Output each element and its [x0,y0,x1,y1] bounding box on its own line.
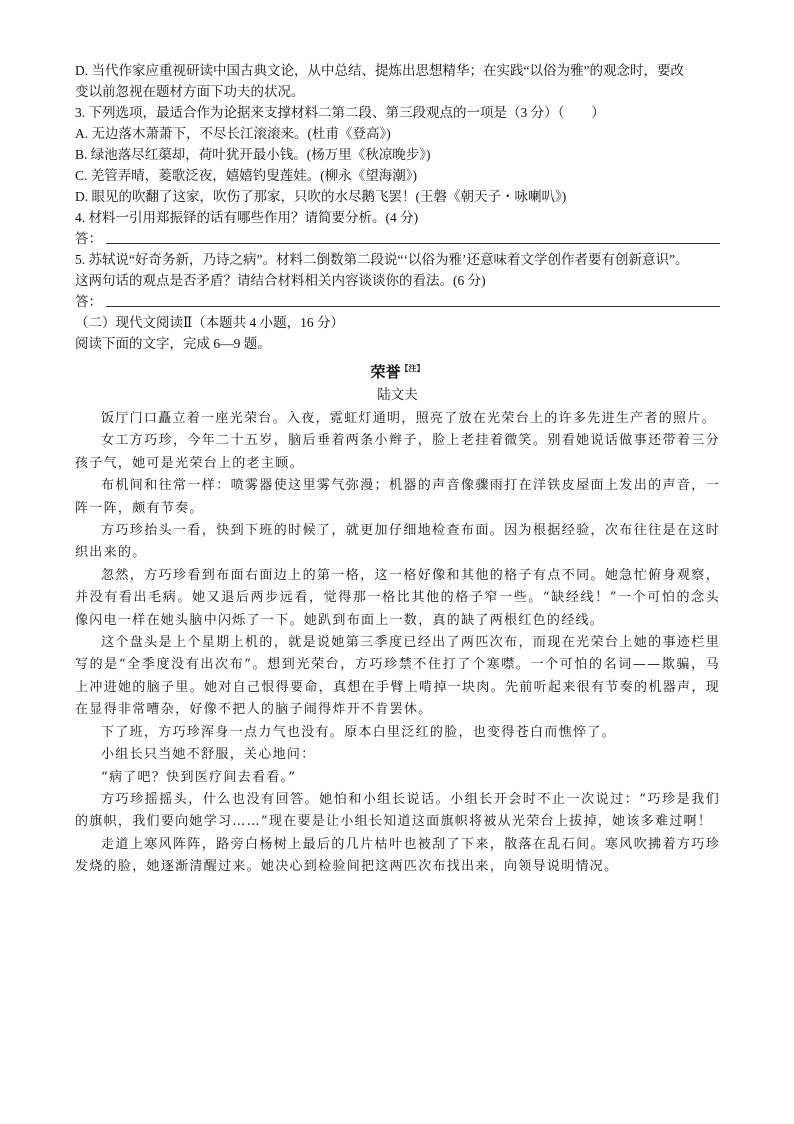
option-d-line1: D. 当代作家应重视研读中国古典文论，从中总结、提炼出思想精华；在实践“以俗为雅”的观念时，要改 [75,63,684,78]
title-note-marker: 【注】 [400,364,425,373]
story-paragraph: 忽然，方巧珍看到布面右面边上的第一格，这一格好像和其他的格子有点不同。她急忙俯身观察，并没有看出毛病。她又退后两步远看，觉得那一格比其他的格子窄一些。“缺经线！”一个可怕的念头像闪电一样在她头脑中闪烁了一下。她趴到布面上一数，真的缺了两根红色的经线。 [75,567,720,628]
section-heading: （二）现代文阅读Ⅱ（本题共 4 小题，16 分） [75,315,345,330]
q3-option-a: A. 无边落木萧萧下，不尽长江滚滚来。(杜甫《登高》) [75,126,391,141]
q3-option-d: D. 眼见的吹翻了这家，吹伤了那家，只吹的水尽鹅飞罢！(王磐《朝天子・咏喇叭》) [75,189,567,204]
story-paragraph: “病了吧？快到医疗间去看看。” [101,769,297,785]
story-title-text: 荣誉 [370,365,401,381]
answer-line-q4[interactable] [75,228,720,249]
story-title [75,358,720,384]
story-paragraph: 走道上寒风阵阵，路旁白杨树上最后的几片枯叶也被刮了下来，散落在乱石间。寒风吹拂着方巧珍发烧的脸，她逐渐清醒过来。她决心到检验间把这两匹次布找出来，向领导说明情况。 [75,836,720,875]
answer-line-q5[interactable] [75,291,720,312]
story-author: 陆文夫 [377,387,418,402]
q3-option-c: C. 羌管弄晴，菱歌泛夜，嬉嬉钓叟莲娃。(柳永《望海潮》) [75,168,417,183]
story-paragraph: 这个盘头是上个星期上机的，就是说她第三季度已经出了两匹次布，而现在光荣台上她的事迹栏里写的是“全季度没有出次布”。想到光荣台，方巧珍禁不住打了个寒噤。一个可怕的名词——欺骗，马上冲进她的脑子里。她对自己恨得要命，真想在手臂上啃掉一块肉。先前听起来很有节奏的机器声，现在显得非常嘈杂，好像不把人的脑子闹得炸开不肯罢休。 [75,635,720,718]
exam-page [75,60,720,879]
answer-label: 答： [75,294,102,309]
question-4: 4. 材料一引用郑振铎的话有哪些作用？请简要分析。(4 分) [75,210,419,225]
question-5-line2: 这两句话的观点是否矛盾？请结合材料相关内容谈谈你的看法。(6 分) [75,273,486,288]
story-paragraph: 女工方巧珍，今年二十五岁，脑后垂着两条小辫子，脸上老挂着微笑。别看她说话做事还带着三分孩子气，她可是光荣台上的老主顾。 [75,433,720,471]
story-paragraph: 小组长只当她不舒服，关心地问： [101,747,316,763]
option-d-line2: 变以前忽视在题材方面下功夫的状况。 [75,84,305,99]
question-3: 3. 下列选项，最适合作为论据来支撑材料二第二段、第三段观点的一项是（3 分）（ ） [75,105,605,120]
reading-instruction: 阅读下面的文字，完成 6—9 题。 [75,336,271,351]
story-paragraph: 方巧珍摇摇头，什么也没有回答。她怕和小组长说话。小组长开会时不止一次说过：“巧珍是我们的旗帜，我们要向她学习……”现在要是让小组长知道这面旗帜将被从光荣台上拔掉，她该多难过啊！ [75,791,720,830]
q3-option-b: B. 绿池落尽红蕖却，荷叶犹开最小钱。(杨万里《秋凉晚步》) [75,147,431,162]
answer-blank[interactable] [106,242,720,244]
answer-blank[interactable] [106,305,720,307]
answer-label: 答： [75,231,102,246]
story-paragraph: 饭厅门口矗立着一座光荣台。入夜，霓虹灯通明，照亮了放在光荣台上的许多先进生产者的照片。 [101,411,716,426]
story-paragraph: 方巧珍抬头一看，快到下班的时候了，就更加仔细地检查布面。因为根据经验，次布往往是在这时织出来的。 [75,523,720,561]
question-5-line1: 5. 苏轼说“好奇务新，乃诗之病”。材料二倒数第二段说“‘以俗为雅’还意味着文学创作者要有创新意识”。 [75,252,689,267]
story-body [75,408,720,879]
story-paragraph: 下了班，方巧珍浑身一点力气也没有。原本白里泛红的脸，也变得苍白而憔悴了。 [101,724,616,740]
story-paragraph: 布机间和往常一样：喷雾器使这里雾气弥漫；机器的声音像骤雨打在洋铁皮屋面上发出的声音，一阵一阵，颇有节奏。 [75,478,720,516]
